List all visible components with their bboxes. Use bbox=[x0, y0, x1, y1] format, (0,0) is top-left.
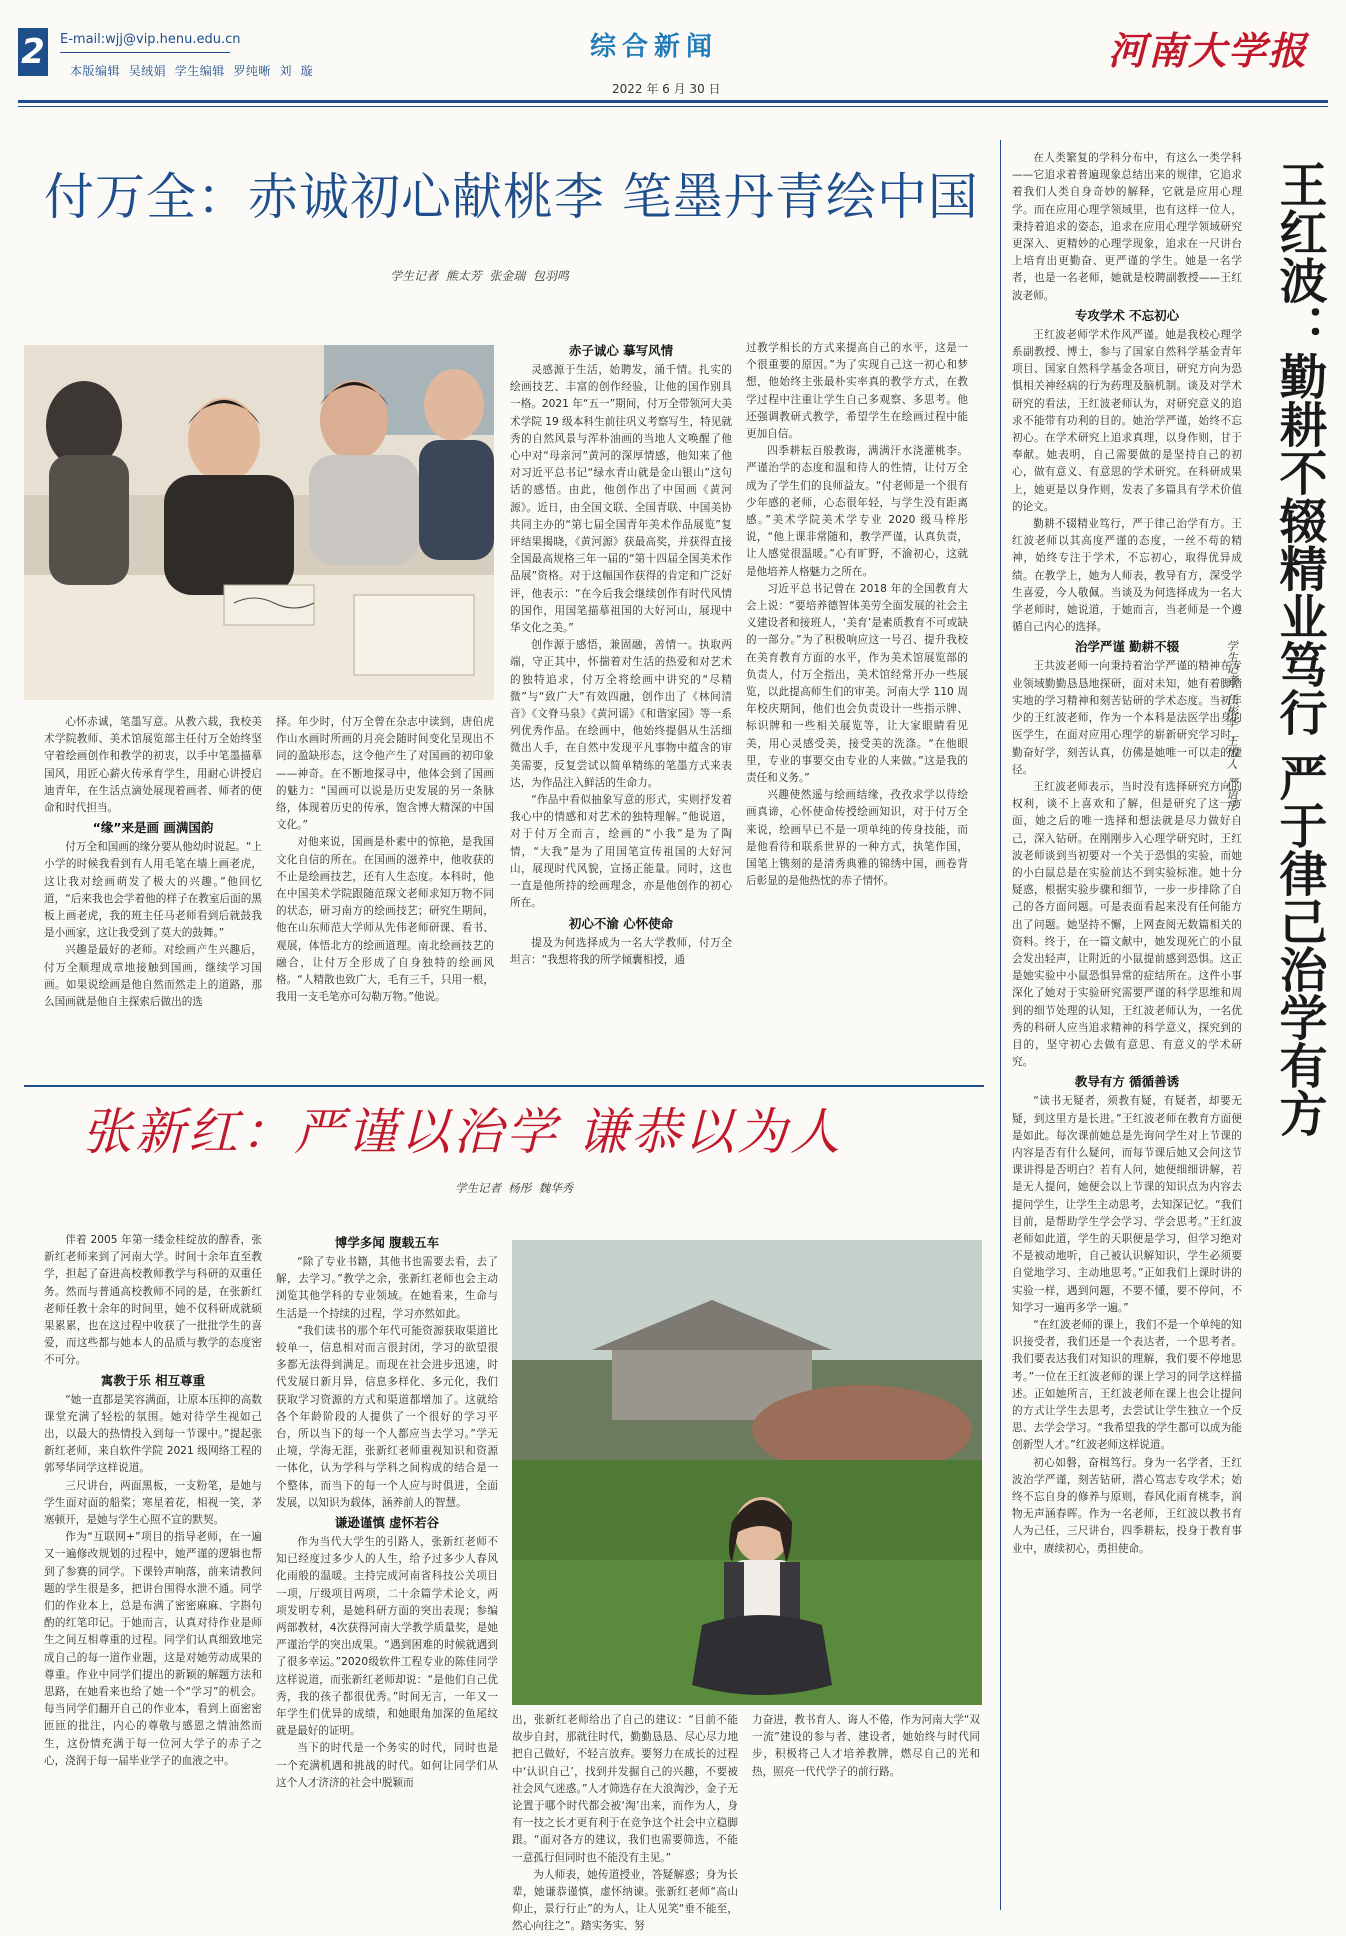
article-3-headline: 张新红：严谨以治学 谦恭以为人 bbox=[82, 1103, 843, 1161]
paragraph: 作为“互联网+”项目的指导老师，在一遍又一遍修改规划的过程中，她严谨的逻辑也帮到了参赛的同学。下课铃声响落，前来请教问题的学生很是多，把讲台围得水泄不通。同学们的作业本上，总是布满了密密麻麻、字斟句酌的红笔印记。于她而言，认真对待作业是师生之间互相尊重的过程。同学们认真细致地完成自己的每一道作业题，这是对她劳动成果的尊重。作业中同学们提出的新颖的解题方法和思路，在她看来也给了她一个“学习”的机会。每当同学们翻开自己的作业本，看到上面密密匝匝的批注，内心的尊敬与感恩之情油然而生，这份情充满于每一位河大学子的赤子之心，浇润于每一届毕业学子的血液之中。 bbox=[44, 1531, 262, 1767]
paragraph: 为人师表，她传道授业，答疑解惑；身为长辈，她谦恭谨慎，虚怀纳谏。张新红老师“高山仰止，景行行止”的为人，让人见笑“垂不能至，然心向往之”。踏实务实、努 bbox=[512, 1868, 738, 1933]
subheading: 博学多闻 腹载五车 bbox=[334, 1235, 440, 1250]
paragraph: “读书无疑者，须教有疑，有疑者，却要无疑，到这里方是长进。”王红波老师在教育方面便是如此。每次课前她总是先询问学生对上节课的内容是否有什么疑问，而每节课后她又会问这节课讲得是否明白？若有人问，她便细细讲解，若是无人提问，她便会以上节课的知识点为内容去提问学生，让学生主动思考，去知深记忆。“我们目前，是帮助学生学会学习、学会思考。”王红波老师如此道，学生的天职便是学习，但学习绝对不是被动地听，自己被认识解知识，学生必须要自觉地学习、主动地思考。”正如我们上课时讲的实验一样，遇到问题，不要不懂，要不停问，不知学习一遍再多学一遍。” bbox=[1012, 1095, 1242, 1314]
article-1-column-3 bbox=[510, 340, 732, 1064]
email: E-mail:wjj@vip.henu.edu.cn bbox=[60, 32, 241, 47]
paragraph: 三尺讲台，两面黑板，一支粉笔，是她与学生面对面的船桨；寒星着花，相视一笑，茅塞顿开，是她与学生心照不宣的默契。 bbox=[44, 1479, 262, 1527]
subheading: “缘”来是画 画满国韵 bbox=[92, 820, 214, 836]
article-divider bbox=[24, 1085, 984, 1087]
newspaper-logo: 河南大学报 bbox=[1108, 28, 1309, 73]
article-3-column-2 bbox=[276, 1232, 498, 1912]
paragraph: 勤耕不辍精业笃行，严于律己治学有方。王红波老师以其高度严谨的态度，一丝不苟的精神，始终专注于学术，不忘初心，取得优异成绩。在教学上，她为人师表，教导有方，深受学生喜爱，今人敬佩。当谈及为何选择成为一名大学老师时，她说道，于她而言，当老师是一个遵循自己内心的选择。 bbox=[1012, 518, 1242, 634]
photo-teacher-lawn-image bbox=[512, 1240, 982, 1705]
subheading: 专攻学术 不忘初心 bbox=[1074, 307, 1180, 323]
paragraph: 力奋进，教书育人、诲人不倦，作为河南大学“双一流”建设的参与者、建设者，她始终与时代同步，积极将己人才培养教牌，燃尽自己的光和热，照亮一代代学子的前行路。 bbox=[752, 1714, 980, 1778]
article-2-byline: 学生记者 任彬华 王怡人 严语彤 bbox=[1225, 640, 1239, 812]
article-1-headline: 付万全：赤诚初心献桃李 笔墨丹青绘中国 bbox=[44, 168, 979, 226]
paragraph: “在红波老师的课上，我们不是一个单纯的知识接受者，我们还是一个表达者，一个思考者。我们要表达我们对知识的理解，我们要不停地思考。”一位在王红波老师的课上学习的同学这样描述。正如她所言，王红波老师在课上也会让提问的方式让学生去思考，去尝试让学生独立一个反思、去学会学习。“我希望我的学生都可以成为能创新型人才。”红波老师这样说道。 bbox=[1012, 1319, 1242, 1452]
photo-artist-teaching-image bbox=[24, 345, 494, 700]
paragraph: 王红波老师表示，当时没有选择研究方向的权利，谈不上喜欢和了解，但是研究了这一方面，她之后的唯一选择和想法就是尽力做好自己，深入钻研。在刚刚步入心理学研究时，王红波老师谈到当初要对一个关于恐惧的实验，而她的小白鼠总是在实验前达不到实验标准。她十分疑惑，根据实验步骤和细节，一步一步排除了自己的各方面问题。可是表面看起来没有任何能方出了问题。她坚持不懈，上网查阅无数篇相关的资料。终于，在一篇文献中，她发现死亡的小鼠会发出轻声，让附近的小鼠提前感到恐惧。这正是她实验中小鼠恐惧异常的症结所在。这件小事深化了她对于实验研究需要严谨的科学思维和周到的细节处理的认知，王红波老师认为，一名优秀的科研人应当追求精神的科学意义，探究到的目的，坚守初心去做有意思、有意义的学术研究。 bbox=[1012, 780, 1242, 1069]
subheading: 治学严谨 勤耕不辍 bbox=[1074, 639, 1180, 655]
photo-artist-teaching bbox=[24, 345, 494, 700]
paragraph: 初心如磐，奋楫笃行。身为一名学者，王红波治学严谨，刻苦钻研，潜心笃志专攻学术；始终不忘自身的修养与原则，春风化雨育桃李，润物无声涵春晖。作为一名老师，王红波以教书育人为己任，三尺讲台，四季耕耘，投身于教育事业中，赓续初心，勇担使命。 bbox=[1012, 1456, 1242, 1555]
paragraph: “作品中看似抽象写意的形式，实则抒发着我心中的情感和对艺术的独特理解。”他说道，对于付万全而言，绘画的“小我”是为了陶情，“大我”是为了用国笔宣传祖国的大好河山，展现时代风貌，宣扬正能量。同时，这也一直是他所持的绘画理念，亦是他创作的初心所在。 bbox=[510, 794, 732, 910]
paragraph: 兴趣使然遥与绘画结缘，孜孜求学以待绘画真谛，心怀使命传授绘画知识，对于付万全来说，绘画早已不是一项单纯的传身技能，而是他看待和联系世界的一种方式，执笔作国，国笔上镌刻的是清秀典雅的锦绣中国，画卷背后彰显的是他热忱的赤子情怀。 bbox=[746, 789, 968, 888]
paragraph: 王红波老师学术作风严谨。她是我校心理学系副教授、博士，参与了国家自然科学基金青年项目、国家自然科学基金各项目，研究方向为恐惧相关神经病的行为药理及脑机制。谈及对学术研究的看法，王红波老师认为，对研究意义的追求不能带有功利的目的。她治学严谨，始终不忘初心。在学术研究上追求真理，以身作则，甘于奉献。她表明，自己需要做的是坚持自己的初心，做有意义、有意思的学术研究。在科研成果上，她更是以身作则，发表了多篇具有学术价值的论文。 bbox=[1012, 328, 1242, 513]
subheading: 教导有方 循循善诱 bbox=[1074, 1074, 1180, 1090]
editors: 本版编辑 吴绒娟 学生编辑 罗纯晰 刘 璇 bbox=[70, 64, 314, 78]
paragraph: 当下的时代是一个务实的时代，同时也是一个充满机遇和挑战的时代。如何让同学们从这个人才济济的社会中脱颖而 bbox=[276, 1742, 498, 1789]
subheading: 寓教于乐 相互尊重 bbox=[100, 1372, 206, 1388]
section-title: 综合新闻 bbox=[590, 32, 719, 62]
paragraph: 付万全和国画的缘分要从他幼时说起。“上小学的时候我看到有人用毛笔在墙上画老虎，这让我对绘画萌发了极大的兴趣。”他回忆道，“后来我也会学着他的样子在教室后面的黑板上画老虎，我的班主任马老师看到后就鼓我是小画家，这让我受到了莫大的鼓舞。” bbox=[44, 841, 262, 940]
paragraph: 心怀赤诚，笔墨写意。从教六载，我校美术学院教师、美术馆展览部主任付万全始终坚守着绘画创作和教学的初衷，以手中笔墨描摹国风，用匠心薪火传承育学生，用耐心讲授启迪青年，在生活点滴处展现着画者、师者的使命和时代担当。 bbox=[44, 716, 262, 815]
article-1-column-1 bbox=[44, 714, 262, 1064]
paragraph: 作为当代大学生的引路人，张新红老师不知已经度过多少人的人生，给予过多少人春风化雨般的温暖。主持完成河南省科技公关项目一项，厅级项目两项，二十余篇学术论文，两项发明专利，是她科研方面的突出表现；参编两部教材，4次获得河南大学教学质量奖，是她严谨治学的突出成果。“遇到困难的时候就遇到了很多幸运。”2020级软件工程专业的陈佳同学这样说道，而张新红老师却说：“是他们自己优秀，我的孩子都很优秀。”时间无言，一年又一年学生们优异的成绩，和她眼角加深的鱼尾纹就是最好的证明。 bbox=[276, 1536, 498, 1738]
paragraph: 灵感源于生活，始聘发，涌千情。扎实的绘画技艺、丰富的创作经验，让他的国作别具一格。2021 年“五一”期间，付万全带领河大美术学院 19 级本科生前往巩义考察写生，特见就秀的自然风景与浑朴油画的当地人文唤醒了他心中对“母亲河”黄河的深厚情感，他知来了他对习近平总书记“绿水青山就是金山银山”这句话的感悟。由此，他创作出了中国画《黄河源》。近日，由全国文联、全国青联、中国美协共同主办的“第七届全国青年美术作品展览”复评结果揭晓，《黄河源》获最高奖，并获得直接全国最高规格三年一届的“第十四届全国美术作品展”资格。对于这幅国作获得的肯定和广泛好评，他表示：“在今后我会继续创作有时代风情的国作，用国笔描摹祖国的大好河山，展现中华文化之美。” bbox=[510, 364, 732, 635]
paragraph: “除了专业书籍，其他书也需要去看，去了解，去学习。”教学之余，张新红老师也会主动浏览其他学科的专业领域。在她看来，生命与生活是一个持续的过程，学习亦然如此。 bbox=[276, 1256, 498, 1320]
paragraph: 兴趣是最好的老师。对绘画产生兴趣后，付万全顺理成章地接触到国画，继续学习国画。如果说绘画是他自然而然走上的道路，那么国画就是他自主探索后做出的选 bbox=[44, 944, 262, 1009]
masthead-rule bbox=[18, 100, 1328, 103]
article-3-column-4 bbox=[752, 1712, 980, 1912]
paragraph: 过教学相长的方式来提高自己的水平，这是一个很重要的原因。”为了实现自己这一初心和梦想，他始终主张最朴实率真的教学方式，在教学过程中注重让学生自己多观察、多思考。他还强调教研式教学，希望学生在绘画过程中能更加自信。 bbox=[746, 342, 968, 441]
masthead-rule-thin bbox=[18, 106, 1328, 107]
paragraph: “我们读书的那个年代可能资源获取渠道比较单一，信息相对而言很封闭，学习的欲望很多都无法得到满足。而现在社会进步迅速，时代发展日新月异，信息多样化、多元化，我们获取学习资源的方式和渠道都增加了。这就给各个年龄阶段的人提供了一个很好的学习平台，所以当下的每一个人都应当去学习。”学无止境，学海无涯，张新红老师重视知识和资源一体化，认为学科与学科之间构成的结合是一个整体，而当下的每一个人应与时俱进，全面发展，以知识为载体，涵养前人的智慧。 bbox=[276, 1324, 498, 1509]
paragraph: 对他来说，国画是朴素中的惊艳，是我国文化自信的所在。在国画的滋养中，他收获的不止是绘画技艺，还有人生态度。本科时，他在中国美术学院跟随范琛文老师求知万物不同的状态，研习南方的绘画技艺；研究生期间，他在山东师范大学师从先伟老师研课、看书、观展，体悟北方的绘画道理。南北绘画技艺的融合，让付万全形成了自身独特的绘画风格。“人精散也致广大，毛有三千，只用一根，我用一支毛笔亦可勾勒万物。”他说。 bbox=[276, 836, 494, 1004]
page-number: 2 bbox=[21, 32, 45, 72]
paragraph: 创作源于感悟，兼固融，善情一。执取两端，守正其中，怀揣着对生活的热爱和对艺术的独特追求，付万全将绘画中讲究的“尽精微”与“致广大”有效四融，创作出了《林间清音》《文脊马泉》《黄河谣》《和谐家园》等一系列优秀作品。在绘画中，他始终提倡从生活细微出人手，在自然中发现平凡事物中蕴含的审美需要，反复尝试以简单精练的笔墨方式来表达，为作品注入鲜活的生命力。 bbox=[510, 639, 732, 789]
right-column-divider bbox=[1000, 140, 1001, 1910]
email-underline bbox=[60, 52, 230, 53]
photo-teacher-lawn bbox=[512, 1240, 982, 1705]
subheading: 初心不渝 心怀使命 bbox=[568, 915, 674, 931]
article-3-column-1 bbox=[44, 1232, 262, 1912]
article-3-byline: 学生记者 杨彤 魏华秀 bbox=[455, 1181, 574, 1195]
article-1-byline: 学生记者 熊太芳 张金瑞 包羽鸣 bbox=[390, 269, 569, 283]
article-1-column-4 bbox=[746, 340, 968, 1064]
paragraph: 王共波老师一向秉持着治学严谨的精神在专业领域勤勤恳恳地探研，面对未知，她有着脚踏实地的学习精神和刻苦钻研的学术态度。当初年少的王红波老师，作为一个本科是法医学出身的医学生，在面对应用心理学的崭新研究学习时，勤奋好学，刻苦认真，仿佛是她唯一可以走的捷径。 bbox=[1012, 660, 1242, 776]
article-1-column-2 bbox=[276, 714, 494, 1064]
paragraph: 提及为何选择成为一名大学教师，付万全坦言：“我想将我的所学倾囊相授，通 bbox=[510, 936, 732, 966]
date: 2022 年 6 月 30 日 bbox=[612, 82, 721, 96]
article-3-column-3 bbox=[512, 1712, 738, 1933]
article-2-headline: 王红波：勤耕不辍精业笃行 严于律己治学有方 bbox=[1271, 160, 1327, 1137]
subheading: 谦逊谨慎 虚怀若谷 bbox=[334, 1515, 440, 1531]
article-2-body bbox=[1012, 150, 1242, 1915]
paragraph: 习近平总书记曾在 2018 年的全国教育大会上说：“要培养德智体美劳全面发展的社会主义建设者和接班人，‘美育’是素质教育不可或缺的一部分。”为了积极响应这一号召、提升我校在美育教育方面的水平，作为美术馆展览部的负责人，付万全指出，美术馆经常开办一些展览，以此提高师生们的审美。河南大学 110 周年校庆期间，他们也会负责设计一些指示牌、标识牌和一些相关展览等，让大家眼睛看见美，用心灵感受美，接受美的洗涤。“在他眼里，专业的事要交由专业的人来做。”这是我的责任和义务。” bbox=[746, 582, 968, 785]
paragraph: 伴着 2005 年第一缕金桂绽放的醇香，张新红老师来到了河南大学。时间十余年直至教学，担起了奋进高校教师教学与科研的双重任务。然而与普通高校教师不同的是，在张新红老师任教十余年的时间里，她不仅科研成就硕果累累，也在这过程中收获了一批批学生的喜爱，而这些都与她本人的品质与教学的态度密不可分。 bbox=[44, 1234, 262, 1367]
paragraph: 四季耕耘百般教诲，满满汗水浇灌桃李。严谨治学的态度和温和待人的性情，让付万全成为了学生们的良师益友。“付老师是一个很有少年感的老师，心态很年轻，与学生没有距离感。”美术学院美术学专业 2020 级马梓彤说，“他上课非常随和，教学严谨，认真负责，让人感觉很温暖。”心有旷野，不渝初心，这就是他培养人格魅力之所在。 bbox=[746, 445, 968, 578]
paragraph: 择。年少时，付万全曾在杂志中读到，唐伯虎作山水画时所画的月亮会随时间变化呈现出不同的盈缺形态，这令他产生了对国画的初印象——神奇。在不断地探寻中，他体会到了国画的魅力：“国画可以说是历史发展的另一条脉络，体现着历史的传承，饱含博大精深的中国文化。” bbox=[276, 716, 494, 832]
subheading: 赤子诚心 摹写风情 bbox=[568, 343, 674, 358]
paragraph: 在人类繁复的学科分布中，有这么一类学科——它追求着普遍现象总结出来的规律，它追求着我们人类自身奇妙的解释，它就是应用心理学。而在应用心理学领域里，也有这样一位人，秉持着追求的姿态，追求在应用心理学领域研究更深入、更精妙的心理学现象，追求在一尺讲台上培育出更勤奋、更严谨的学生。她是一名学者，也是一名老师，她就是校聘副教授——王红波老师。 bbox=[1012, 152, 1242, 302]
paragraph: 出，张新红老师给出了自己的建议：“目前不能故步自封，那就往时代，勤勤恳恳、尽心尽力地把自己做好，不轻言放弃。要努力在成长的过程中‘认识自己’，找到并发掘自己的兴趣，不要被社会风气迷惑。”人才筛选存在大浪淘沙，金子无论置于哪个时代都会被‘淘’出来，而作为人，身有一技之长才更有利于在竞争这个社会中立稳脚跟。“面对各方的建议，我们也需要筛选，不能一意孤行但同时也不能没有主见。” bbox=[512, 1714, 738, 1864]
paragraph: “她一直都是笑容满面，让原本压抑的高数课堂充满了轻松的氛围。她对待学生视如己出，以最大的热情投入到每一节课中。”提起张新红老师，来自软件学院 2021 级网络工程的郭琴华同学这样说道。 bbox=[44, 1393, 262, 1475]
